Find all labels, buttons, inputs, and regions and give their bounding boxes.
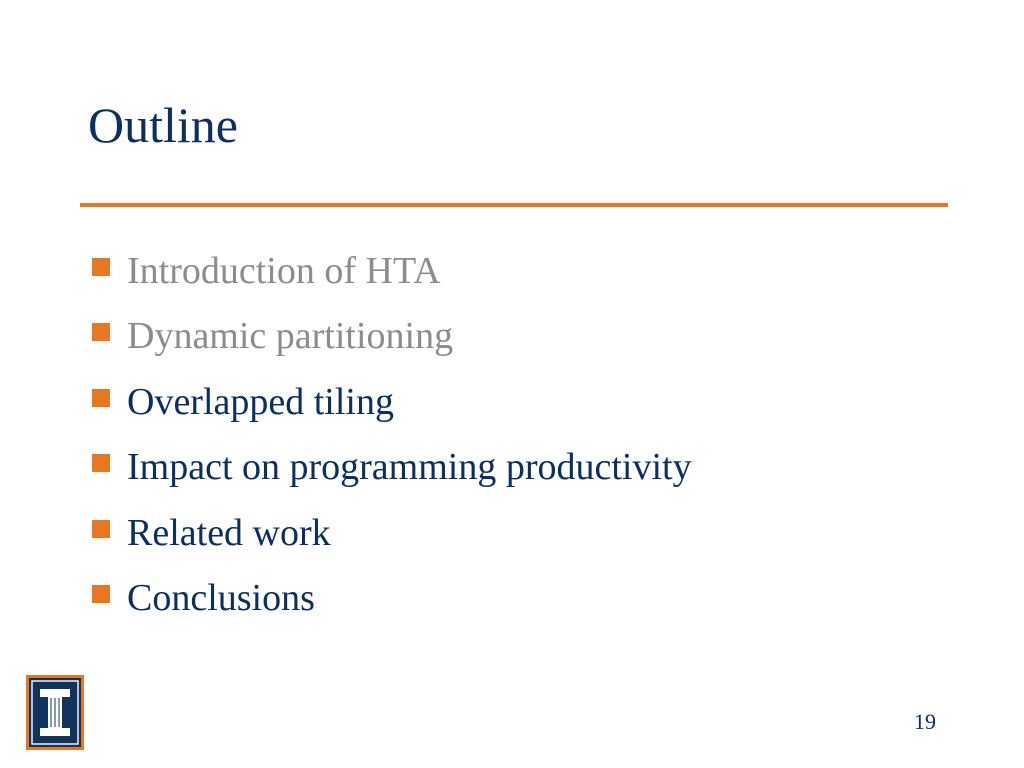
title-divider [80,203,948,207]
square-bullet-icon [92,520,110,538]
outline-item-programming-productivity [92,435,692,501]
square-bullet-icon [92,585,110,603]
outline-item-label: Overlapped tiling [127,380,394,423]
university-column-logo-icon [26,675,84,750]
outline-item-overlapped-tiling [92,369,692,435]
slide-title: Outline [88,97,238,153]
square-bullet-icon [92,258,110,276]
square-bullet-icon [92,389,110,407]
outline-item-dynamic-partitioning [92,304,692,370]
square-bullet-icon [92,454,110,472]
outline-item-label: Dynamic partitioning [127,315,454,358]
page-number: 19 [914,709,936,734]
outline-item-introduction [92,238,692,304]
outline-item-conclusions [92,566,692,632]
outline-item-label: Related work [127,511,331,554]
outline-item-label: Introduction of HTA [127,249,441,292]
outline-item-label: Conclusions [127,577,315,620]
square-bullet-icon [92,323,110,341]
outline-list [92,238,692,631]
outline-item-related-work [92,500,692,566]
outline-item-label: Impact on programming productivity [127,446,692,489]
